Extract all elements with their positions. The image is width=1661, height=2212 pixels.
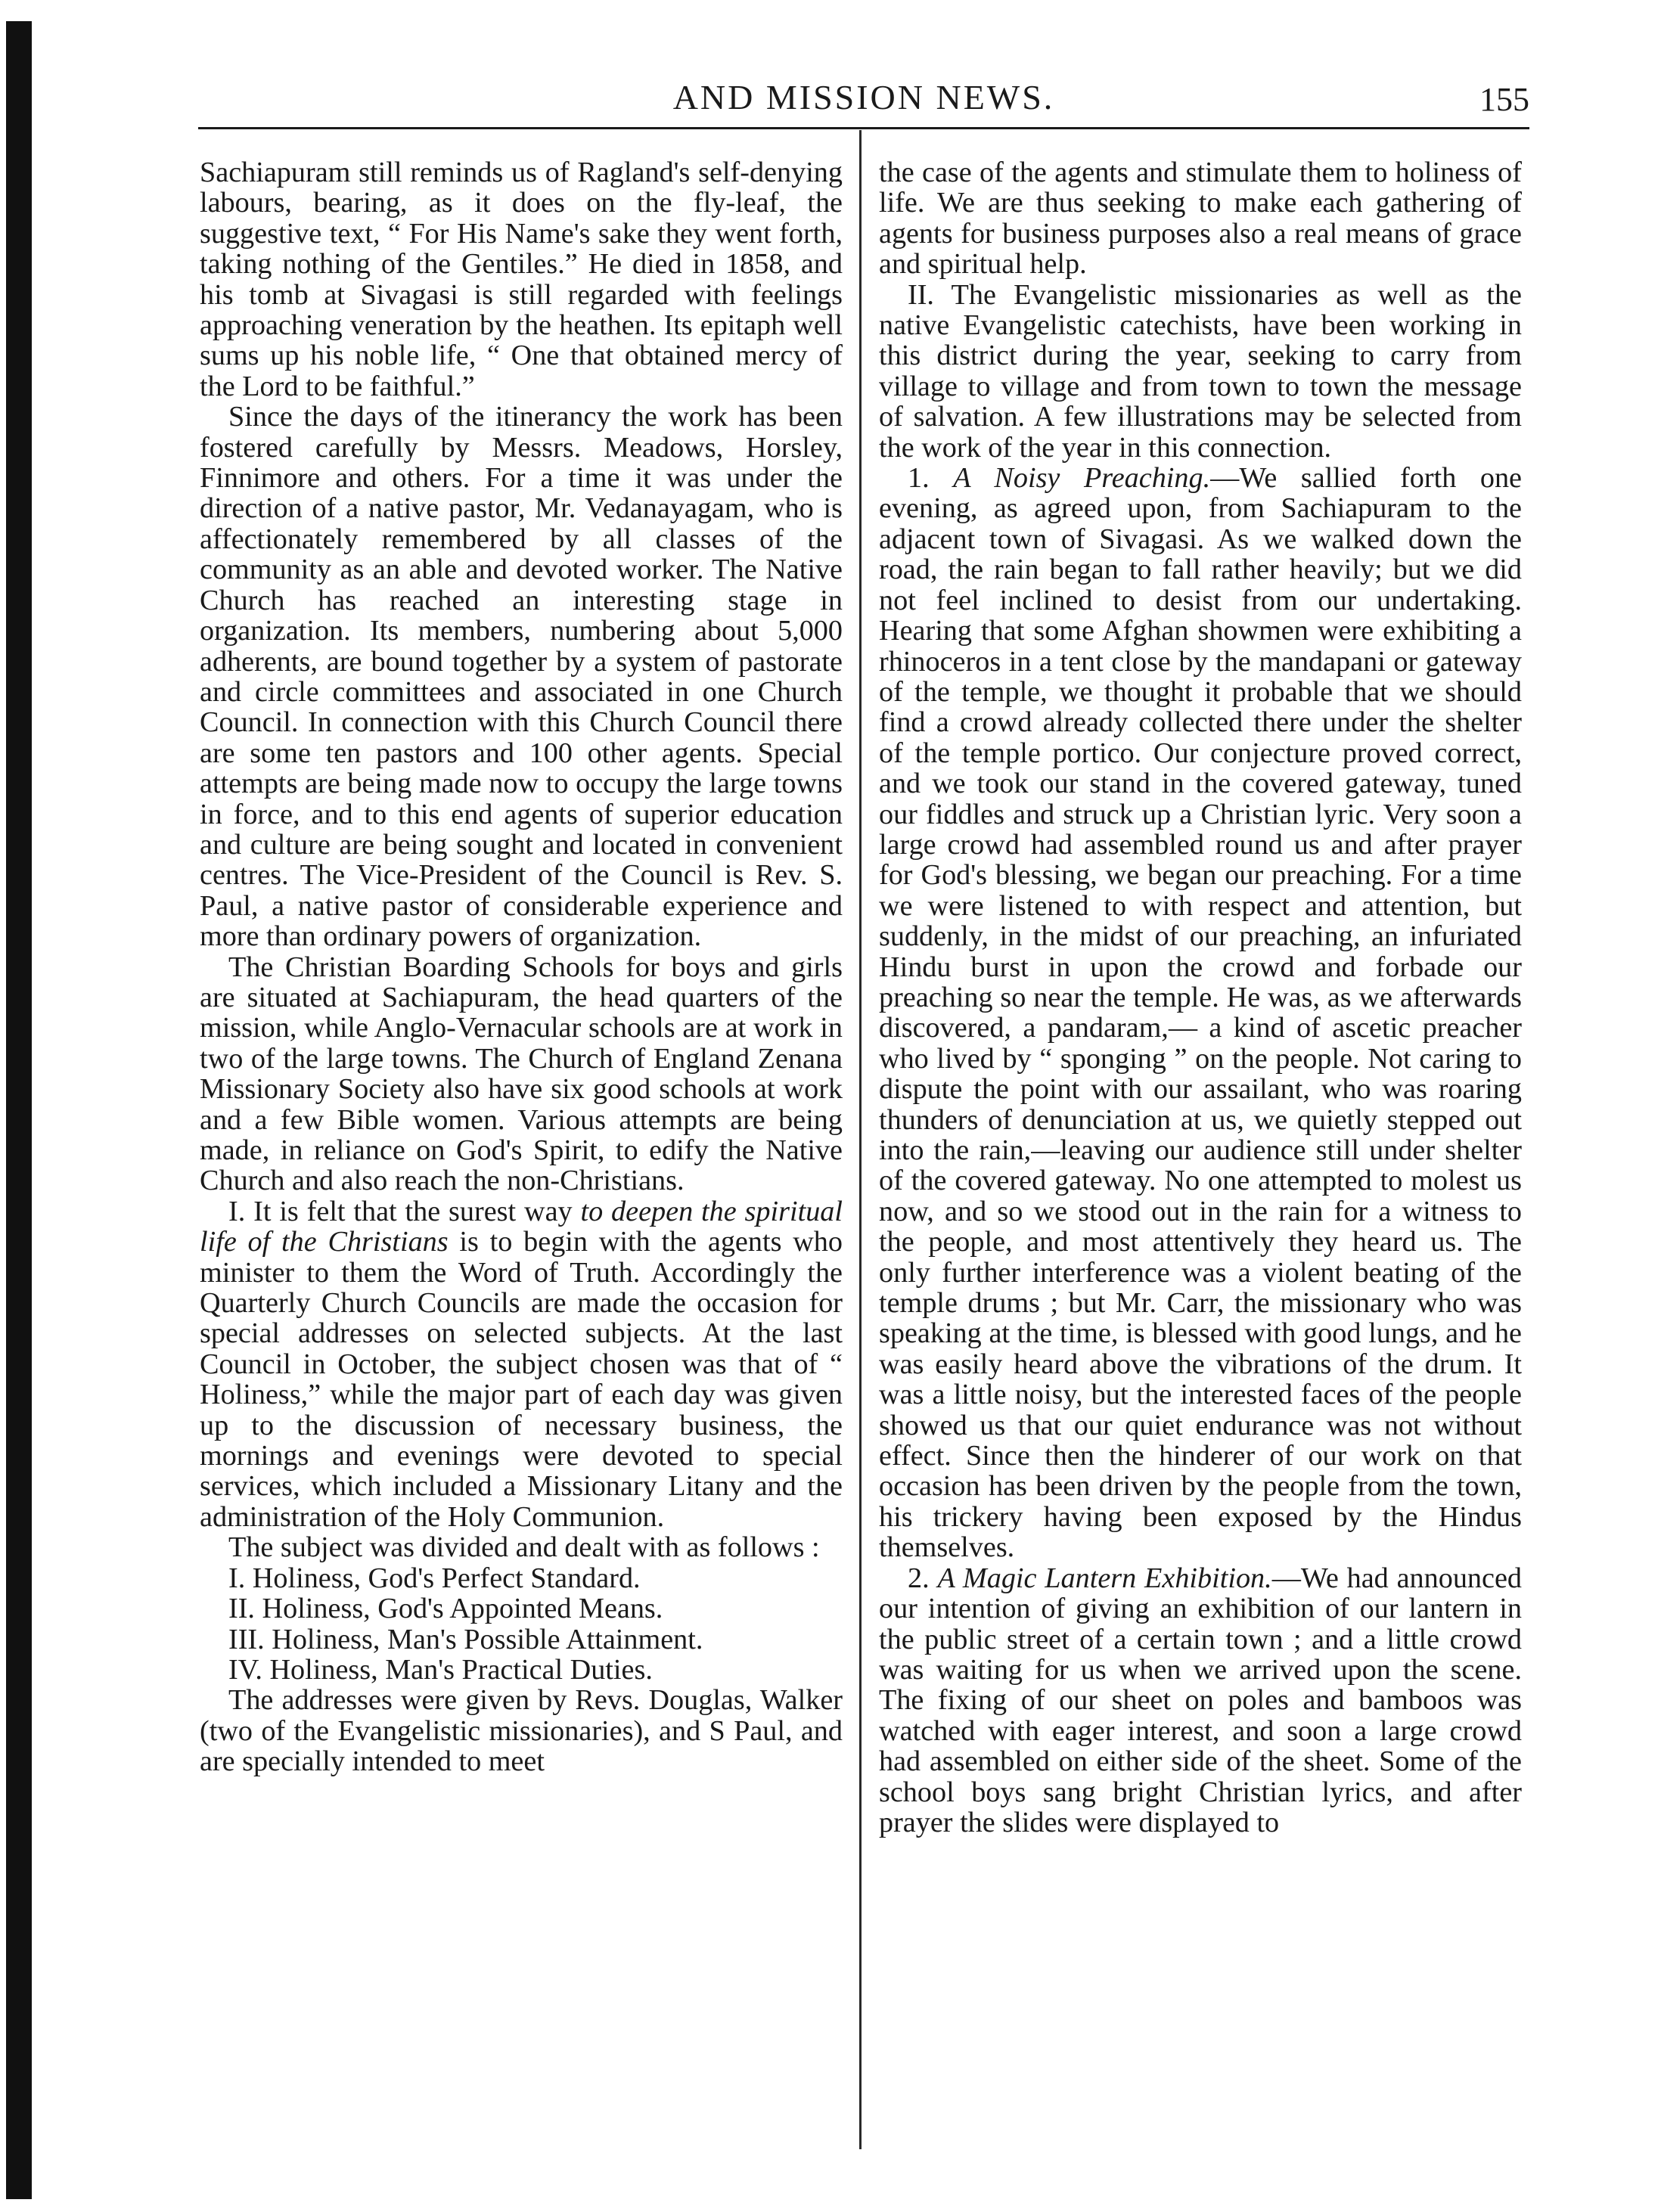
paragraph-boarding-schools: The Christian Boarding Schools for boys and girls are situated at Sachiapuram, the head quarters of the mission, while Anglo-Vernacular schools are at work in two of the large towns. The Church of England Zenana Missionary Society also have six good schools at work and a few Bible women. Various attempts are being made, in reliance on God's Spirit, to edify the Native Church and also reach the non-Christians. (200, 951, 843, 1197)
paragraph-itinerancy: Since the days of the itinerancy the work has been fostered carefully by Messrs. Meadows, Horsley, Finnimore and others. For a time it was under the direction of a native pastor, Mr. Vedanayagam, who is affectionately remembered by all classes of the community as an able and devoted worker. The Native Church has reached an interesting stage in organization. Its members, numbering about 5,000 adherents, are bound together by a system of pastorate and circle committees and associated in one Church Council. In connection with this Church Council there are some ten pastors and 100 other agents. Special attempts are being made now to occupy the large towns in force, and to this end agents of superior education and culture are being sought and located in convenient centres. The Vice-President of the Council is Rev. S. Paul, a native pastor of considerable experience and more than ordinary powers of organization. (200, 401, 843, 953)
scan-edge (0, 0, 44, 2212)
paragraph-text: —We had announced our intention of giving an exhibition of our lantern in the public street of a certain town ; and a little crowd was waiting for us when we arrived upon the scene. The fixing of our sheet on poles and bamboos was watched with eager interest, and soon a large crowd had assembled on either side of the sheet. Some of the school boys sang bright Christian lyrics, and after prayer the slides were displayed to (879, 1562, 1523, 1838)
paragraph-magic-lantern (879, 1563, 1522, 1838)
section-number: 2. (908, 1562, 938, 1594)
running-title: AND MISSION NEWS. (672, 78, 1055, 116)
right-column (879, 157, 1522, 1838)
section-heading: A Noisy Preaching. (953, 462, 1211, 495)
paragraph-text: I. It is felt that the surest way (228, 1195, 581, 1227)
left-column (200, 157, 843, 1777)
paragraph-agents-holiness: the case of the agents and stimulate them to holiness of life. We are thus seeking to make each gathering of agents for business purposes also a real means of grace and spiritual help. (879, 157, 1522, 281)
paragraph-deepen-spiritual-life (200, 1196, 843, 1532)
paragraph-text: is to begin with the agents who minister to them the Word of Truth. Accordingly the Quarterly Church Councils are made the occasion for special addresses on selected subjects. At the last Council in October, the subject chosen was that of “ Holiness,” while the major part of each day was given up to the discussion of necessary business, the mornings and evenings were devoted to special services, which included a Missionary Litany and the administration of the Holy Communion. (200, 1226, 843, 1533)
paragraph-text: —We sallied forth one evening, as agreed upon, from Sachiapuram to the adjacent town of Sivagasi. As we walked down the road, the rain began to fall rather heavily; but we did not feel inclined to desist from our undertaking. Hearing that some Afghan showmen were exhibiting a rhinoceros in a tent close by the mandapani or gateway of the temple, we thought it probable that we should find a crowd already collected there under the shelter of the temple portico. Our conjecture proved correct, and we took our stand in the covered gateway, tuned our fiddles and struck up a Christian lyric. Very soon a large crowd had assembled round us and after prayer for God's blessing, we began our preaching. For a time we were listened to with respect and attention, but suddenly, in the midst of our preaching, an infuriated Hindu burst in upon the crowd and forbade our preaching so near the temple. He was, as we afterwards discovered, a pandaram,— a kind of ascetic preacher who lived by “ sponging ” on the people. Not caring to dispute the point with our assailant, who was roaring thunders of denunciation at us, we quietly stepped out into the rain,—leaving our audience still under shelter of the covered gateway. No one attempted to molest us now, and so we stood out in the rain for a witness to the people, and most attentively they heard us. The only further interference was a violent beating of the temple drums ; but Mr. Carr, the missionary who was speaking at the time, is blessed with good lungs, and he was easily heard above the vibrations of the drum. It was a little noisy, but the interested faces of the people showed us that our quiet endurance was not without effect. Since then the hinderer of our work on that occasion has been driven by the people from the town, his trickery having been exposed by the Hindus themselves. (879, 462, 1523, 1564)
header-rule (198, 127, 1529, 129)
paragraph-noisy-preaching (879, 463, 1522, 1563)
paragraph-addresses: The addresses were given by Revs. Douglas, Walker (two of the Evangelistic missionaries), and S Paul, and are specially intended to meet (200, 1684, 843, 1778)
page-header (198, 73, 1529, 133)
page-number: 155 (1479, 81, 1529, 118)
paragraph-subject-division: The subject was divided and dealt with as follows : (228, 1531, 820, 1564)
paragraph-evangelistic-missionaries: II. The Evangelistic missionaries as well as the native Evangelistic catechists, have been working in this district during the year, seeking to carry from village to village and from town to town the message of salvation. A few illustrations may be selected from the work of the year in this connection. (879, 278, 1522, 464)
list-item: III. Holiness, Man's Possible Attainment. (228, 1623, 703, 1655)
list-item: I. Holiness, God's Perfect Standard. (228, 1562, 641, 1594)
section-heading: A Magic Lantern Exhibition. (937, 1562, 1272, 1594)
section-number: 1. (908, 462, 954, 495)
column-divider (859, 130, 862, 2149)
list-item: II. Holiness, God's Appointed Means. (228, 1593, 663, 1625)
scan-binding-bar (6, 21, 32, 2199)
italic-phrase: to deepen the spiritual life of the Christians (200, 1195, 843, 1258)
paragraph-ragland: Sachiapuram still reminds us of Ragland's self-denying labours, bearing, as it does on the fly-leaf, the suggestive text, “ For His Name's sake they went forth, taking nothing of the Gentiles.” He died in 1858, and his tomb at Sivagasi is still regarded with feelings approaching veneration by the heathen. Its epitaph well sums up his noble life, “ One that obtained mercy of the Lord to be faithful.” (200, 157, 843, 402)
list-item: IV. Holiness, Man's Practical Duties. (228, 1653, 653, 1686)
